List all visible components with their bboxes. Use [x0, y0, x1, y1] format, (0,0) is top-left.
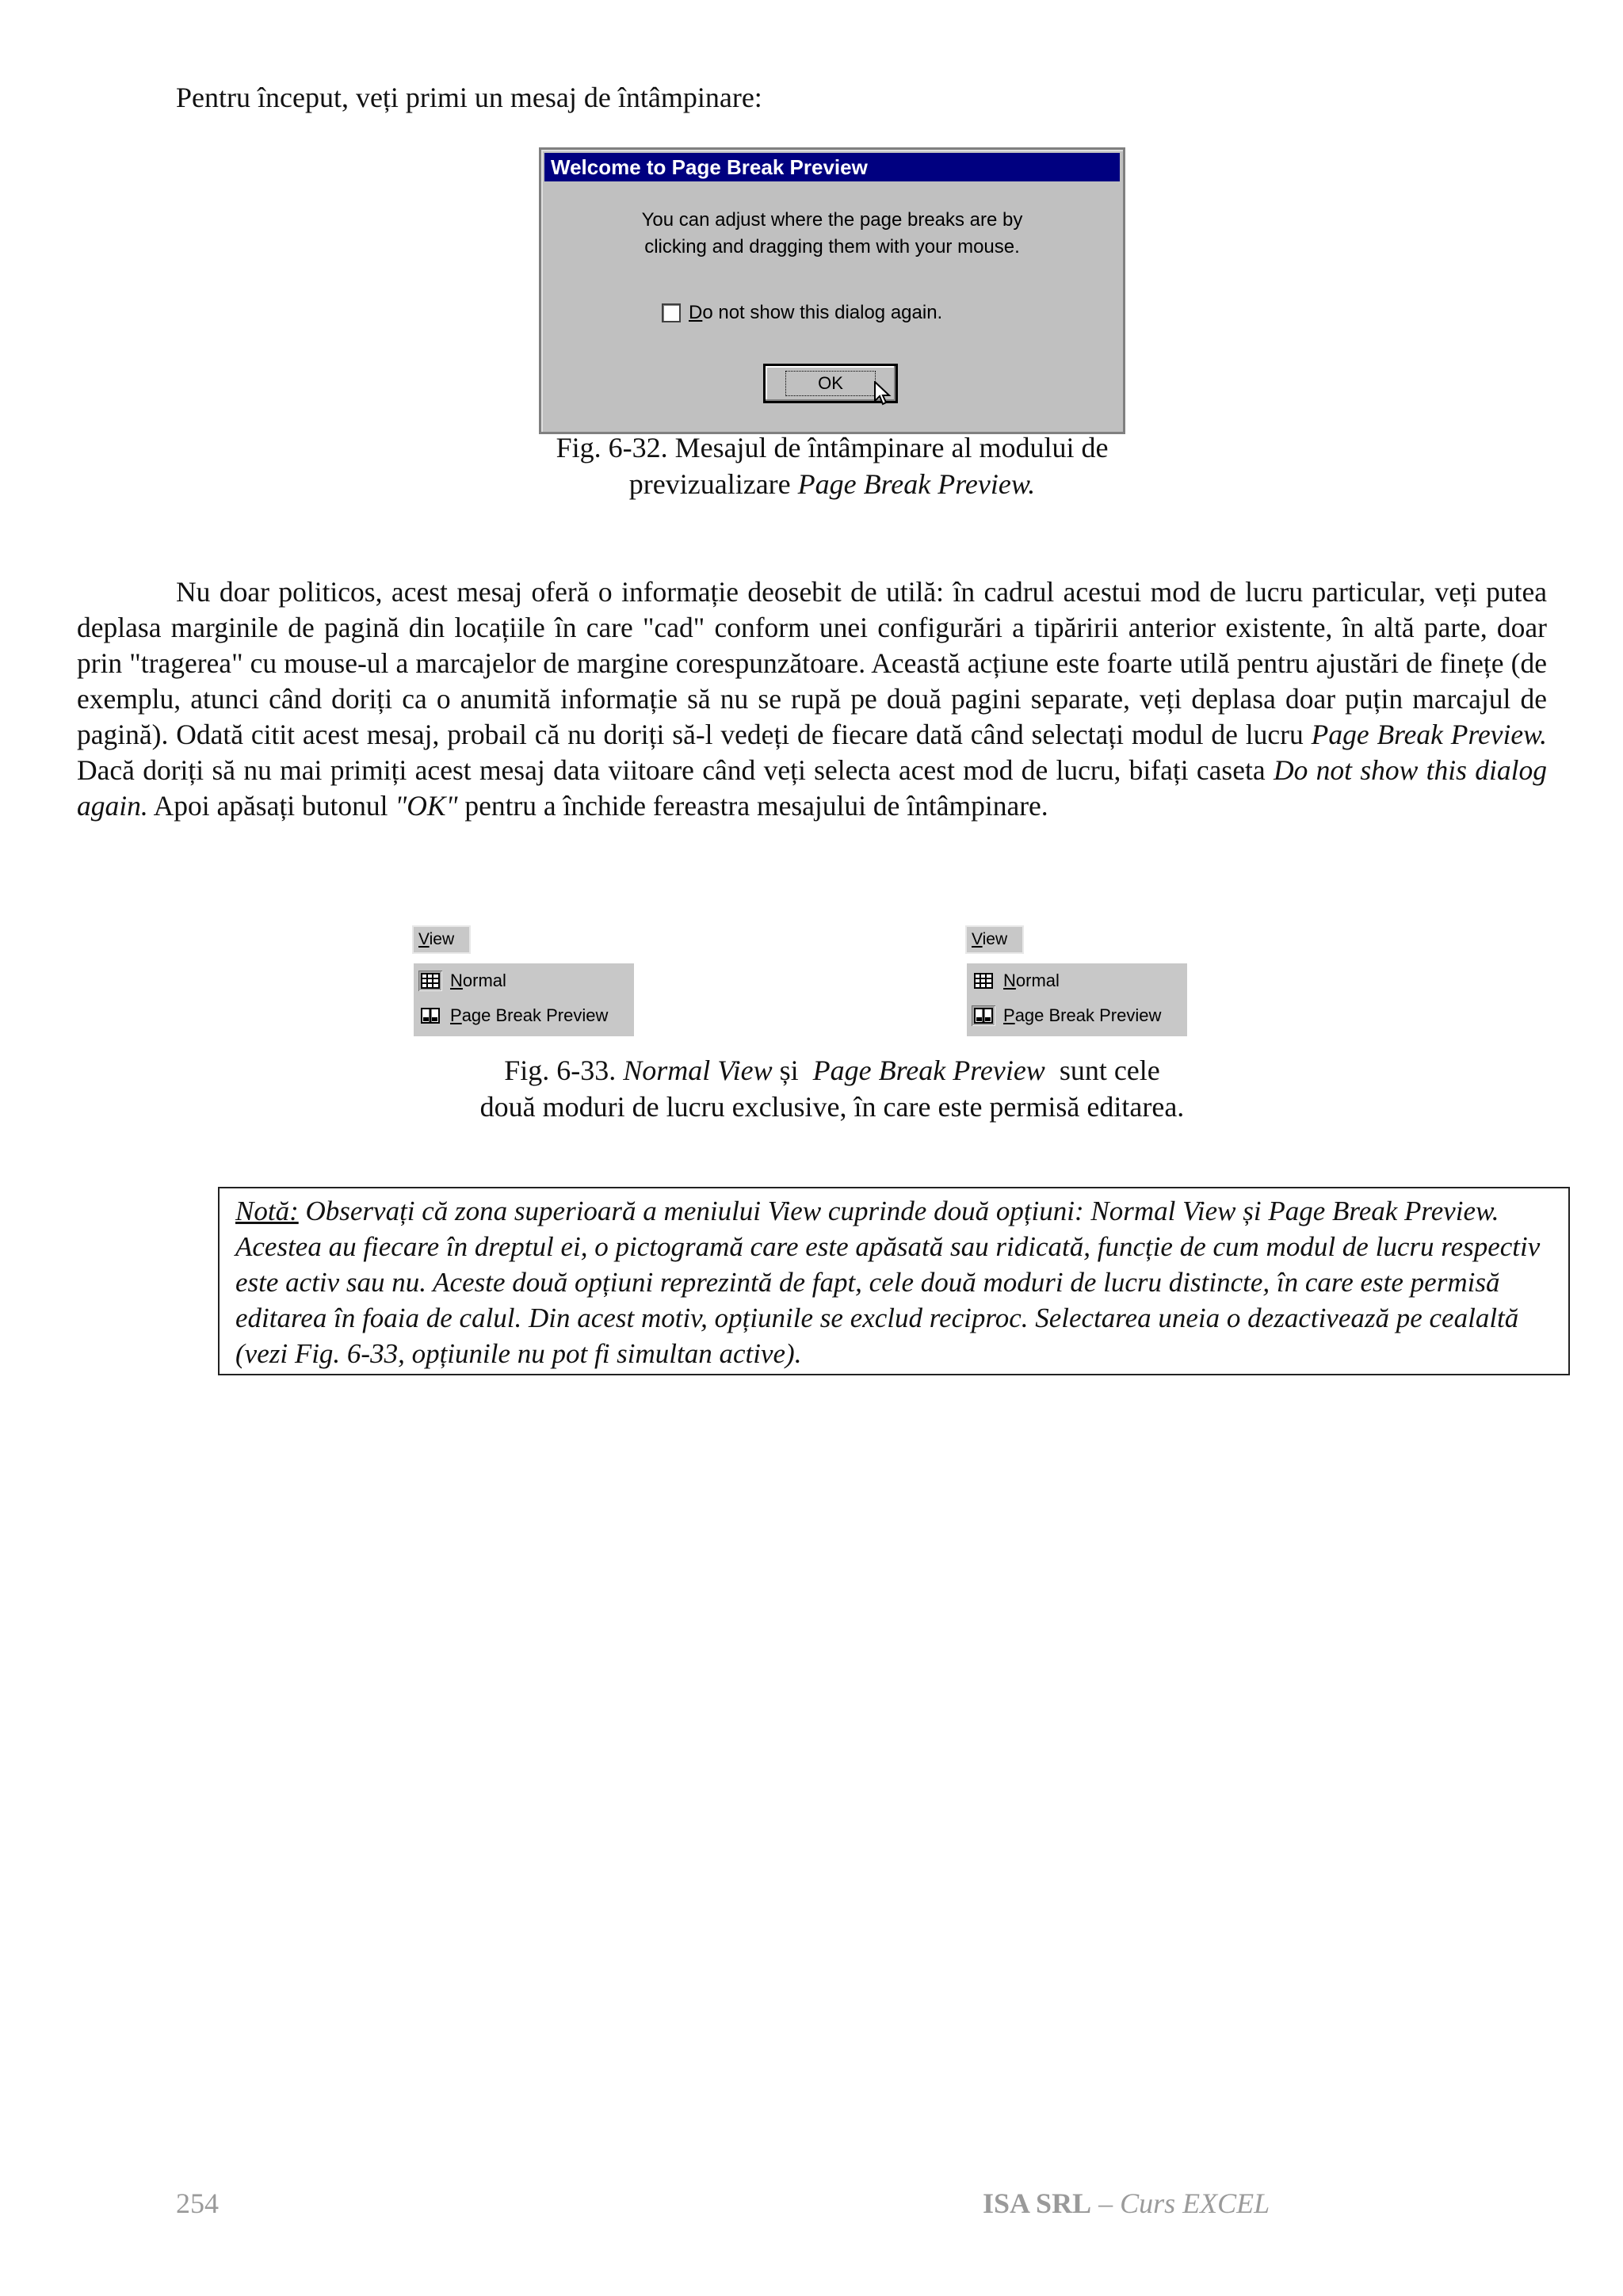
footer-title: ISA SRL – Curs EXCEL	[983, 2187, 1270, 2219]
page-break-preview-icon	[418, 1005, 442, 1026]
note-label: Notă:	[235, 1196, 299, 1226]
normal-view-icon	[418, 971, 442, 991]
ok-button-label: OK	[785, 371, 876, 396]
normal-view-icon	[972, 971, 995, 991]
figure-caption-6-33: Fig. 6-33. Normal View și Page Break Preview sunt cele două moduri de lucru exclusive, în care este permisă editarea.	[479, 1055, 1185, 1123]
menu-item-normal[interactable]: N ormal	[972, 965, 1060, 997]
dont-show-checkbox[interactable]	[662, 303, 681, 322]
dialog-title: Welcome to Page Break Preview	[544, 153, 1120, 181]
mouse-cursor-icon	[874, 381, 892, 406]
menu-item-page-break-preview[interactable]: P age Break Preview	[972, 1000, 1161, 1032]
view-menu-tab[interactable]: View	[412, 925, 471, 954]
page-break-preview-icon	[972, 1005, 995, 1026]
dont-show-checkbox-row[interactable]	[662, 302, 942, 324]
note-box	[218, 1187, 1570, 1375]
view-menu-dropdown	[967, 963, 1187, 1036]
menu-item-page-break-preview[interactable]: P age Break Preview	[418, 1000, 608, 1032]
figure-caption-6-32: Fig. 6-32. Mesajul de întâmpinare al modului de previzualizare Page Break Preview.	[556, 432, 1109, 500]
view-menu-dropdown	[414, 963, 634, 1036]
checkbox-label-accel: D	[689, 302, 703, 323]
menu-item-normal[interactable]: N ormal	[418, 965, 506, 997]
view-menu-tab[interactable]: View	[965, 925, 1024, 954]
welcome-dialog	[539, 147, 1125, 434]
dialog-message: You can adjust where the page breaks are by clicking and dragging them with your mouse.	[641, 209, 1023, 257]
note-text: Observați că zona superioară a meniului View cuprinde două opțiuni: Normal View și Page Break Preview. Acestea au fiecare în dreptul ei, o pictogramă care este apăsată sau ridicată, funcție de cum modul de lucru respectiv este activ sau nu. Aceste două opțiuni reprezintă de fapt, cele două moduri de lucru distincte, în care este permisă editarea în foaia de calul. Din acest motiv, opțiunile se exclud reciproc. Selectarea uneia o dezactivează pe cealaltă (vezi Fig. 6-33, opțiunile nu pot fi simultan active).	[235, 1196, 1541, 1369]
view-menu-page-break-active	[965, 925, 1195, 1036]
intro-text: Pentru început, veți primi un mesaj de întâmpinare:	[176, 82, 762, 113]
page-number: 254	[176, 2187, 219, 2219]
view-menu-normal-active	[412, 925, 642, 1036]
body-paragraph: Nu doar politicos, acest mesaj oferă o informație deosebit de utilă: în cadrul acestui mod de lucru particular, veți putea deplasa marginile de pagină din locațiile în care "cad" conform unei configurări a tipăririi anterior existente, în altă parte, doar prin "tragerea" cu mouse-ul a marcajelor de margine corespunzătoare. Această acțiune este foarte utilă pentru ajustări de finețe (de exemplu, atunci când doriți ca o anumită informație să nu se rupă pe două pagini separate, veți deplasa doar puțin marcajul de pagină). Odată citit acest mesaj, probail că nu doriți să-l vedeți de fiecare dată când selectați modul de lucru Page Break Preview. Dacă doriți să nu mai primiți acest mesaj data viitoare când veți selecta acest mod de lucru, bifați caseta Do not show this dialog again. Apoi apăsați butonul "OK" pentru a închide fereastra mesajului de întâmpinare.	[77, 576, 1548, 822]
checkbox-label: o not show this dialog again.	[702, 302, 943, 323]
